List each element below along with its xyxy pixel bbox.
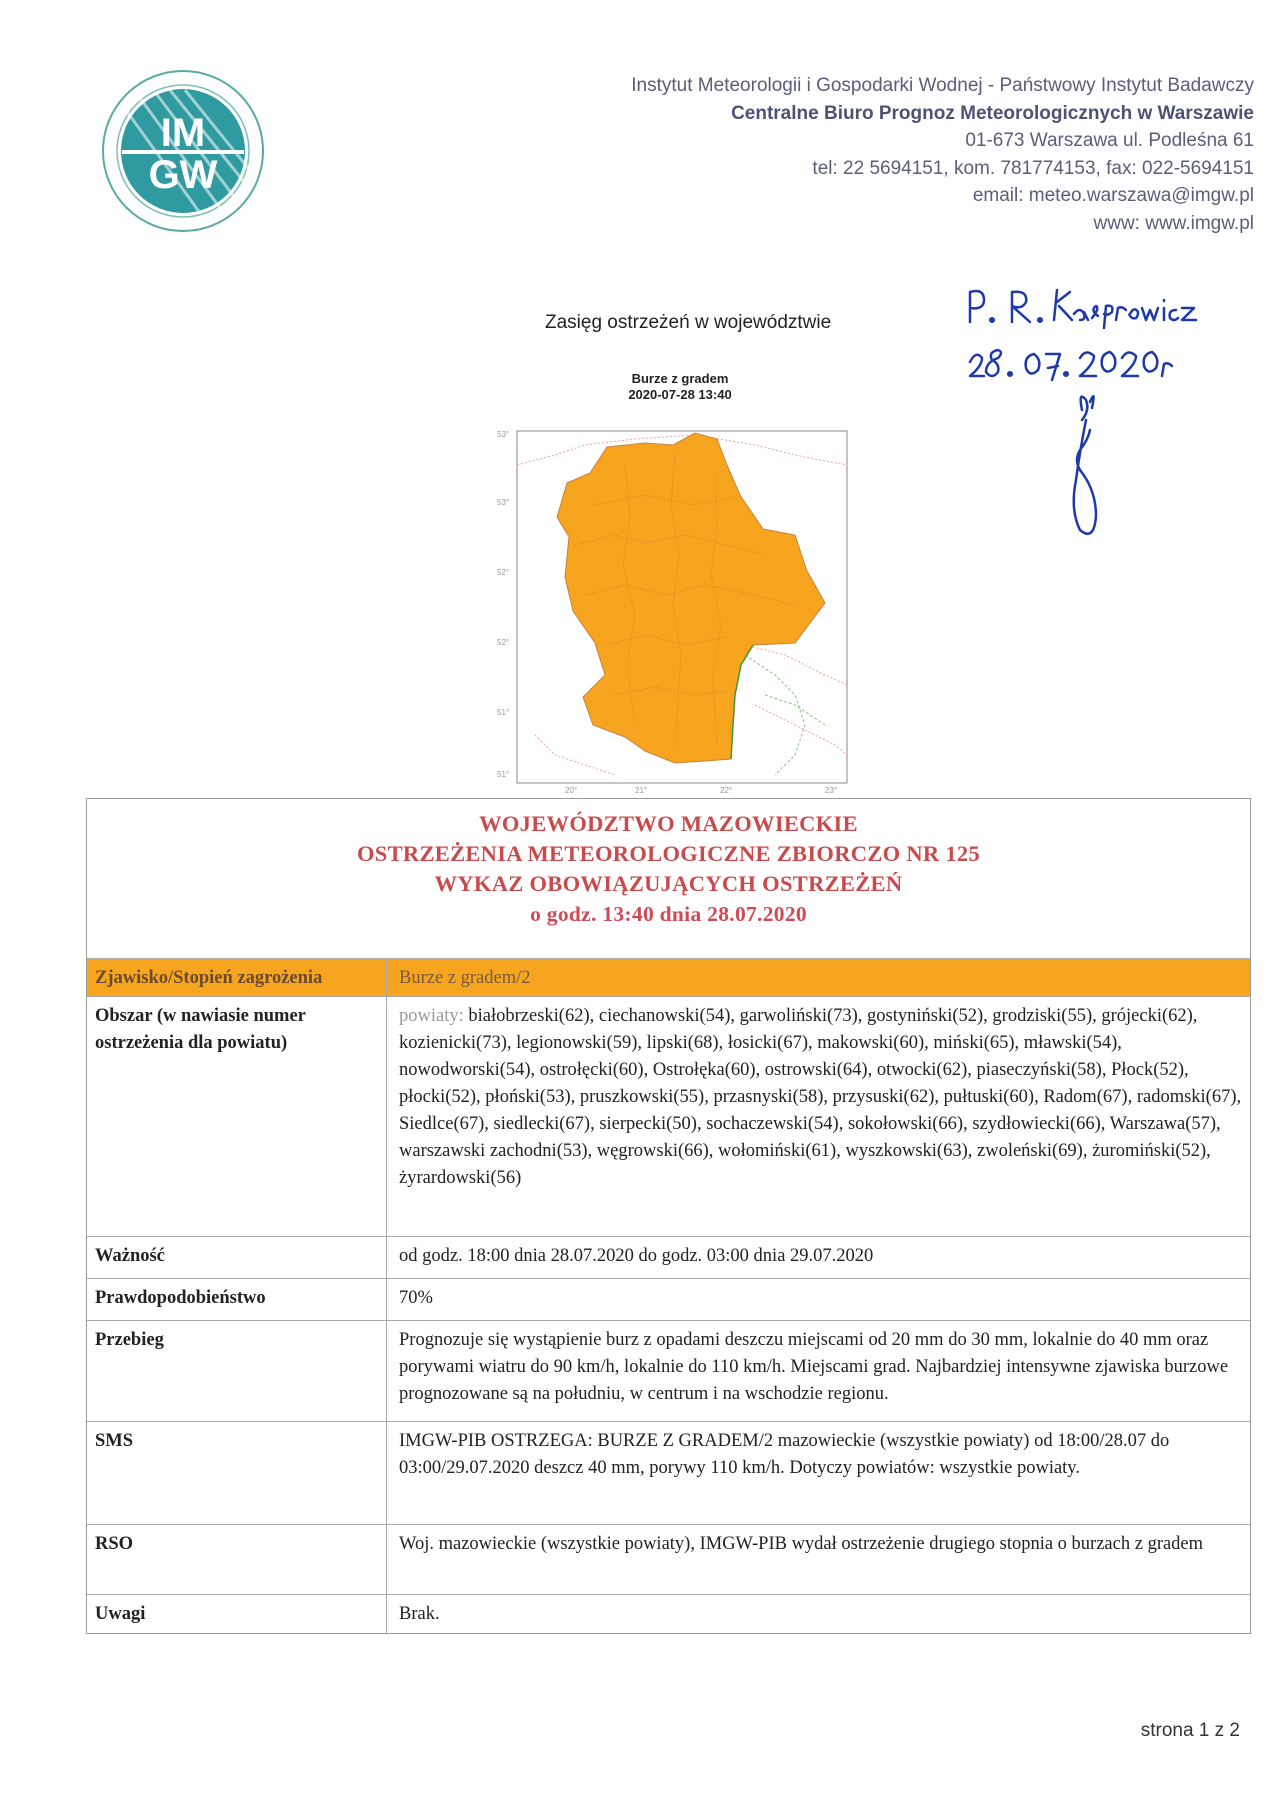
logo-text-top: IM <box>160 111 206 155</box>
area-value: białobrzeski(62), ciechanowski(54), garwoliński(73), gostyniński(52), grodziski(55), grójecki(62), kozienicki(73), legionowski(59), lipski(68), łosicki(67), makowski(60), miński(65), mławski(54), nowodworski(54), ostrołęcki(60), Ostrołęka(60), ostrowski(64), otwocki(62), piaseczyński(58), Płock(52), płocki(52), płoński(53), pruszkowski(55), przasnyski(58), przysuski(62), pułtuski(60), Radom(67), radomski(67), Siedlce(67), siedlecki(67), sierpecki(50), sochaczewski(54), sokołowski(66), szydłowiecki(66), Warszawa(57), warszawski zachodni(53), węgrowski(66), wołomiński(61), wyszkowski(63), zwoleński(69), żuromiński(52), żyrardowski(56) <box>399 1006 1242 1188</box>
header-line-www: www: www.imgw.pl <box>1093 212 1254 234</box>
area-value-cell <box>387 997 1250 1236</box>
probability-label: Prawdopodobieństwo <box>87 1279 387 1320</box>
map-datetime: 2020-07-28 13:40 <box>628 387 732 402</box>
course-label: Przebieg <box>87 1321 387 1421</box>
row-sms <box>86 1421 1251 1524</box>
sms-label: SMS <box>87 1422 387 1524</box>
area-prefix: powiaty: <box>399 1006 464 1026</box>
svg-text:51°: 51° <box>497 770 510 779</box>
area-label: Obszar (w nawiasie numer ostrzeżenia dla powiatu) <box>87 997 387 1236</box>
institution-header <box>494 72 1254 237</box>
warning-time: o godz. 13:40 dnia 28.07.2020 <box>530 902 807 926</box>
svg-text:53°: 53° <box>497 430 510 439</box>
header-line-address: 01-673 Warszawa ul. Podleśna 61 <box>965 130 1254 151</box>
svg-text:22°: 22° <box>720 786 733 795</box>
warning-table <box>86 798 1251 1634</box>
header-line-phone: tel: 22 5694151, kom. 781774153, fax: 022-5694151 <box>812 157 1254 179</box>
svg-text:51°: 51° <box>497 708 510 717</box>
row-course <box>86 1320 1251 1421</box>
svg-text:20°: 20° <box>565 786 578 795</box>
handwritten-signature <box>962 280 1222 560</box>
rso-label: RSO <box>87 1525 387 1594</box>
rso-value: Woj. mazowieckie (wszystkie powiaty), IMGW-PIB wydał ostrzeżenie drugiego stopnia o burzach z gradem <box>399 1534 1204 1554</box>
validity-value: od godz. 18:00 dnia 28.07.2020 do godz. 03:00 dnia 29.07.2020 <box>399 1246 874 1266</box>
notes-label: Uwagi <box>87 1595 387 1633</box>
svg-text:23°: 23° <box>825 786 838 795</box>
phenomenon-label: Zjawisko/Stopień zagrożenia <box>87 959 387 996</box>
imgw-logo <box>100 68 266 234</box>
row-validity <box>86 1236 1251 1278</box>
warning-map <box>495 425 870 795</box>
warning-region: WOJEWÓDZTWO MAZOWIECKIE <box>479 811 858 836</box>
header-line-email: email: meteo.warszawa@imgw.pl <box>972 185 1254 206</box>
header-line-institute: Instytut Meteorologii i Gospodarki Wodnej - Państwowy Instytut Badawczy <box>631 75 1254 96</box>
probability-value: 70% <box>399 1288 433 1308</box>
row-rso <box>86 1524 1251 1594</box>
phenomenon-value: Burze z gradem/2 <box>399 968 531 988</box>
page-number: strona 1 z 2 <box>1140 1720 1240 1741</box>
row-probability <box>86 1278 1251 1320</box>
row-notes <box>86 1594 1251 1634</box>
course-value: Prognozuje się wystąpienie burz z opadami deszczu miejscami od 20 mm do 30 mm, lokalnie do 40 mm oraz porywami wiatru do 90 km/h, lokalnie do 110 km/h. Miejscami grad. Najbardziej intensywne zjawiska burzowe prognozowane są na południu, w centrum i na wschodzie regionu. <box>399 1330 1229 1404</box>
svg-text:52°: 52° <box>497 568 510 577</box>
row-phenomenon <box>86 958 1251 996</box>
warning-list-title: WYKAZ OBOWIĄZUJĄCYCH OSTRZEŻEŃ <box>434 871 903 896</box>
sms-value: IMGW-PIB OSTRZEGA: BURZE Z GRADEM/2 mazowieckie (wszystkie powiaty) od 18:00/28.07 do 03:00/29.07.2020 deszcz 40 mm, porywy 110 km/h. Dotyczy powiatów: wszystkie powiaty. <box>399 1431 1170 1478</box>
svg-text:52°: 52° <box>497 638 510 647</box>
svg-text:53°: 53° <box>497 498 510 507</box>
map-title: Zasięg ostrzeżeń w województwie <box>545 312 832 333</box>
warning-subtitle: OSTRZEŻENIA METEOROLOGICZNE ZBIORCZO NR 125 <box>356 841 981 866</box>
validity-label: Ważność <box>87 1237 387 1278</box>
map-phenomenon: Burze z gradem <box>631 371 729 386</box>
row-area <box>86 996 1251 1236</box>
notes-value: Brak. <box>399 1604 440 1624</box>
logo-text-bottom: GW <box>148 153 218 197</box>
warning-title-box <box>86 798 1251 958</box>
svg-text:21°: 21° <box>635 786 648 795</box>
map-subtitle <box>610 371 750 403</box>
header-line-bureau: Centralne Biuro Prognoz Meteorologicznych w Warszawie <box>731 102 1254 124</box>
